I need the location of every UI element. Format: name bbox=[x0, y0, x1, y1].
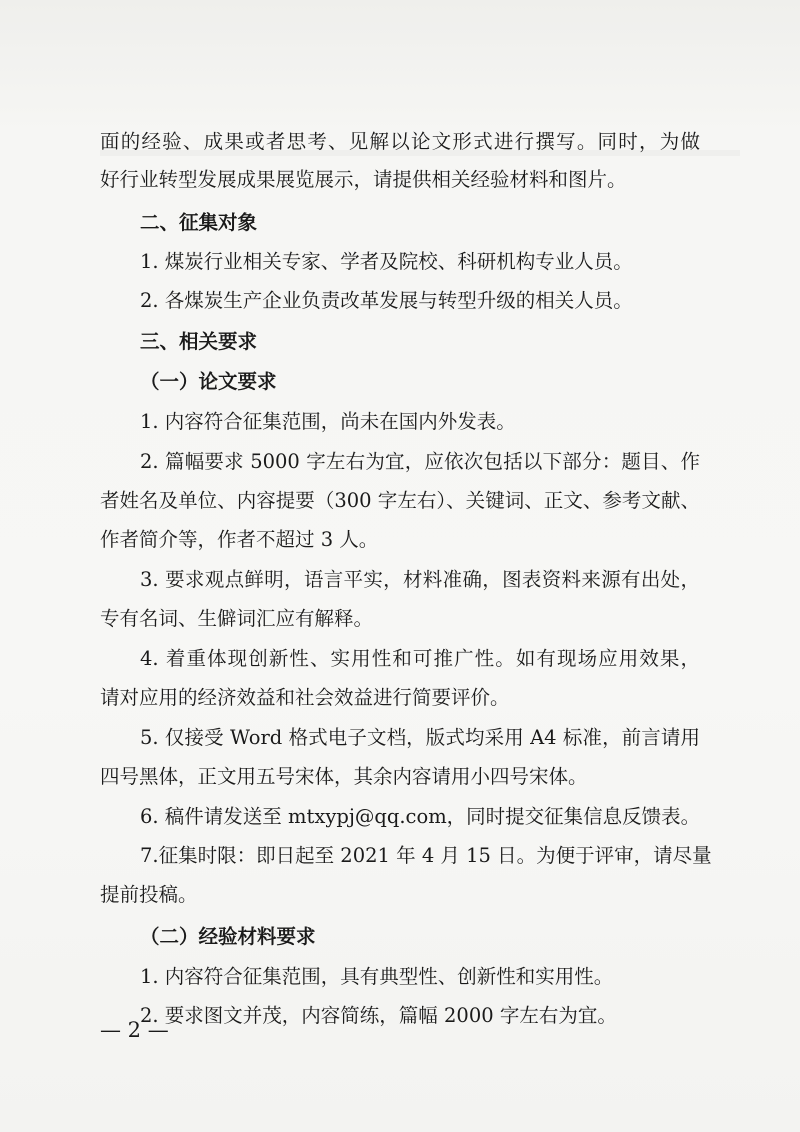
paragraph-line: 者姓名及单位、内容提要（300 字左右）、关键词、正文、参考文献、 bbox=[100, 489, 700, 512]
list-item: 1. 内容符合征集范围，具有典型性、创新性和实用性。 bbox=[140, 965, 614, 988]
bleed-through-header bbox=[110, 78, 730, 128]
paragraph-line: 作者简介等，作者不超过 3 人。 bbox=[100, 528, 379, 551]
paragraph-line: 面的经验、成果或者思考、见解以论文形式进行撰写。同时，为做 bbox=[100, 130, 700, 153]
paragraph-line: 提前投稿。 bbox=[100, 883, 198, 906]
list-item: 5. 仅接受 Word 格式电子文档，版式均采用 A4 标准，前言请用 bbox=[140, 726, 700, 749]
paragraph-line: 好行业转型发展成果展览展示，请提供相关经验材料和图片。 bbox=[100, 168, 627, 191]
list-item: 2. 篇幅要求 5000 字左右为宜，应依次包括以下部分：题目、作 bbox=[140, 450, 700, 473]
section-heading-requirements: 三、相关要求 bbox=[140, 330, 258, 353]
list-item: 1. 内容符合征集范围，尚未在国内外发表。 bbox=[140, 410, 516, 433]
paragraph-line: 四号黑体，正文用五号宋体，其余内容请用小四号宋体。 bbox=[100, 765, 588, 788]
list-item: 4. 着重体现创新性、实用性和可推广性。如有现场应用效果， bbox=[140, 647, 700, 670]
subsection-heading-paper: （一）论文要求 bbox=[140, 370, 277, 393]
section-heading-targets: 二、征集对象 bbox=[140, 211, 258, 234]
list-item: 3. 要求观点鲜明，语言平实，材料准确，图表资料来源有出处， bbox=[140, 568, 700, 591]
page-number: — 2 — bbox=[100, 1018, 169, 1042]
subsection-heading-materials: （二）经验材料要求 bbox=[140, 925, 316, 948]
list-item: 1. 煤炭行业相关专家、学者及院校、科研机构专业人员。 bbox=[140, 250, 633, 273]
list-item: 7.征集时限：即日起至 2021 年 4 月 15 日。为便于评审，请尽量 bbox=[140, 844, 712, 867]
paragraph-line: 专有名词、生僻词汇应有解释。 bbox=[100, 607, 374, 630]
paragraph-line: 请对应用的经济效益和社会效益进行简要评价。 bbox=[100, 686, 510, 709]
list-item: 2. 要求图文并茂，内容简练，篇幅 2000 字左右为宜。 bbox=[140, 1004, 617, 1027]
list-item: 6. 稿件请发送至 mtxypj@qq.com，同时提交征集信息反馈表。 bbox=[140, 805, 701, 828]
list-item: 2. 各煤炭生产企业负责改革发展与转型升级的相关人员。 bbox=[140, 289, 633, 312]
